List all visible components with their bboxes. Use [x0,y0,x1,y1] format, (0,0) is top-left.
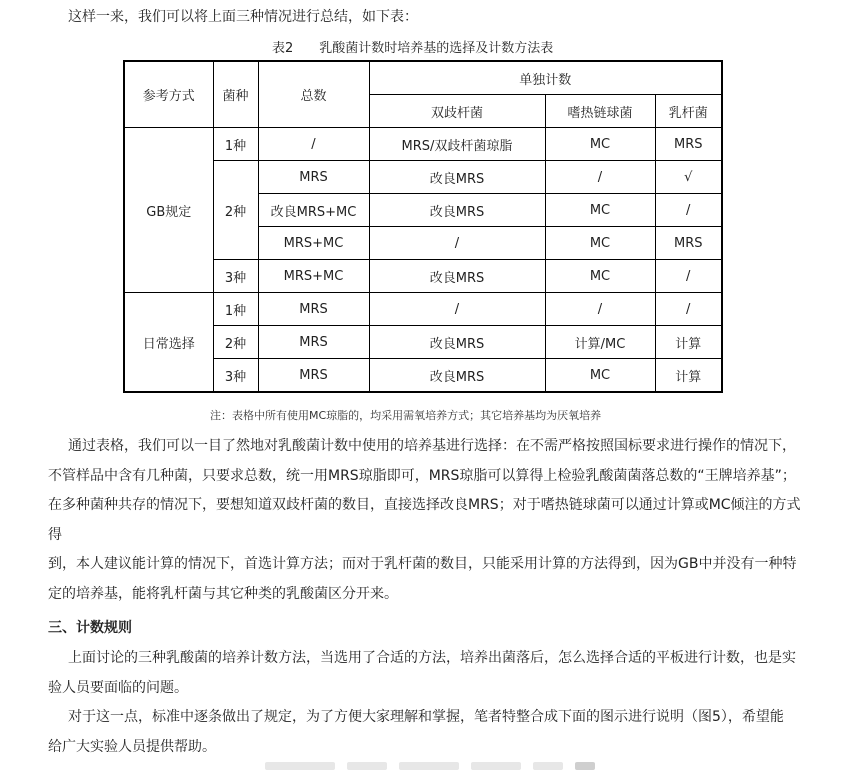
cropped-figure-edge [265,762,695,774]
cell-total: 改良MRS+MC [258,194,369,227]
intro-line: 这样一来，我们可以将上面三种情况进行总结，如下表： [68,9,418,25]
paragraph-line: 对于这一点，标准中逐条做出了规定，为了方便大家理解和掌握，笔者特整合成下面的图示进行说明（图5），希望能 [68,709,784,725]
cell-bifido: 改良MRS [369,326,545,359]
cell-strain: 1种 [213,293,258,326]
paragraph-1 [48,432,808,609]
paragraph-line: 在多种菌种共存的情况下，要想知道双歧杆菌的数目，直接选择改良MRS；对于嗜热链球菌可以通过计算或MC倾注的方式得 [48,497,801,543]
paragraph-line: 不管样品中含有几种菌，只要求总数，统一用MRS琼脂即可，MRS琼脂可以算得上检验乳酸菌菌落总数的“王牌培养基”； [48,467,796,484]
cell-total: MRS [258,359,369,393]
cell-lacto: 计算 [655,359,722,393]
cell-lacto: / [655,293,722,326]
cell-strep: MC [545,260,655,293]
table-row [124,293,722,326]
group-label-daily: 日常选择 [124,293,213,393]
paragraph-line: 通过表格，我们可以一目了然地对乳酸菌计数中使用的培养基进行选择：在不需严格按照国标要求进行操作的情况下， [68,438,796,454]
paragraph-line: 到，本人建议能计算的情况下，首选计算方法；而对于乳杆菌的数目，只能采用计算的方法得到，因为GB中并没有一种特 [48,556,797,572]
section-heading: 三、计数规则 [48,620,132,636]
table-note: 注：表格中所有使用MC琼脂的，均采用需氧培养方式；其它培养基均为厌氧培养 [210,409,602,422]
cell-lacto: MRS [655,128,722,161]
paragraph-line: 定的培养基，能将乳杆菌与其它种类的乳酸菌区分开来。 [48,585,398,602]
table-title: 乳酸菌计数时培养基的选择及计数方法表 [319,41,554,56]
table-number: 表2 [272,41,294,56]
cell-total: MRS+MC [258,227,369,260]
cell-lacto: / [655,194,722,227]
cell-strep: MC [545,128,655,161]
header-strep: 嗜热链球菌 [545,95,655,128]
cell-strep: 计算/MC [545,326,655,359]
cell-total: MRS+MC [258,260,369,293]
cell-strep: MC [545,194,655,227]
header-ref-method: 参考方式 [124,61,213,128]
table-row [124,128,722,161]
cell-lacto: 计算 [655,326,722,359]
cell-total: MRS [258,161,369,194]
cell-bifido: 改良MRS [369,161,545,194]
header-lacto: 乳杆菌 [655,95,722,128]
table-header-row [124,61,722,95]
table-row [124,359,722,393]
paragraph-line: 给广大实验人员提供帮助。 [48,738,216,755]
table-row [124,260,722,293]
cell-total: / [258,128,369,161]
cell-bifido: 改良MRS [369,260,545,293]
paragraph-line: 上面讨论的三种乳酸菌的培养计数方法，当选用了合适的方法，培养出菌落后，怎么选择合适的平板进行计数，也是实 [68,650,796,666]
cell-bifido: / [369,227,545,260]
cell-bifido: 改良MRS [369,359,545,393]
cell-strain: 1种 [213,128,258,161]
header-single-count: 单独计数 [369,61,722,95]
table-caption [272,37,579,56]
cell-bifido: MRS/双歧杆菌琼脂 [369,128,545,161]
table-row [124,326,722,359]
cell-lacto: √ [655,161,722,194]
cell-strain: 3种 [213,260,258,293]
cell-strain: 3种 [213,359,258,393]
cell-strep: MC [545,227,655,260]
paragraph-line: 验人员要面临的问题。 [48,679,188,696]
group-label-gb: GB规定 [124,128,213,293]
cell-strain: 2种 [213,326,258,359]
cell-strep: MC [545,359,655,393]
cell-strep: / [545,161,655,194]
table-row [124,161,722,194]
header-total: 总数 [258,61,369,128]
cell-total: MRS [258,293,369,326]
header-bifido: 双歧杆菌 [369,95,545,128]
cell-strep: / [545,293,655,326]
cell-total: MRS [258,326,369,359]
cell-bifido: 改良MRS [369,194,545,227]
culture-media-table [123,60,723,393]
paragraph-3 [48,703,808,762]
cell-lacto: MRS [655,227,722,260]
cell-strain: 2种 [213,161,258,260]
paragraph-2 [48,644,808,703]
cell-bifido: / [369,293,545,326]
header-strain: 菌种 [213,61,258,128]
cell-lacto: / [655,260,722,293]
